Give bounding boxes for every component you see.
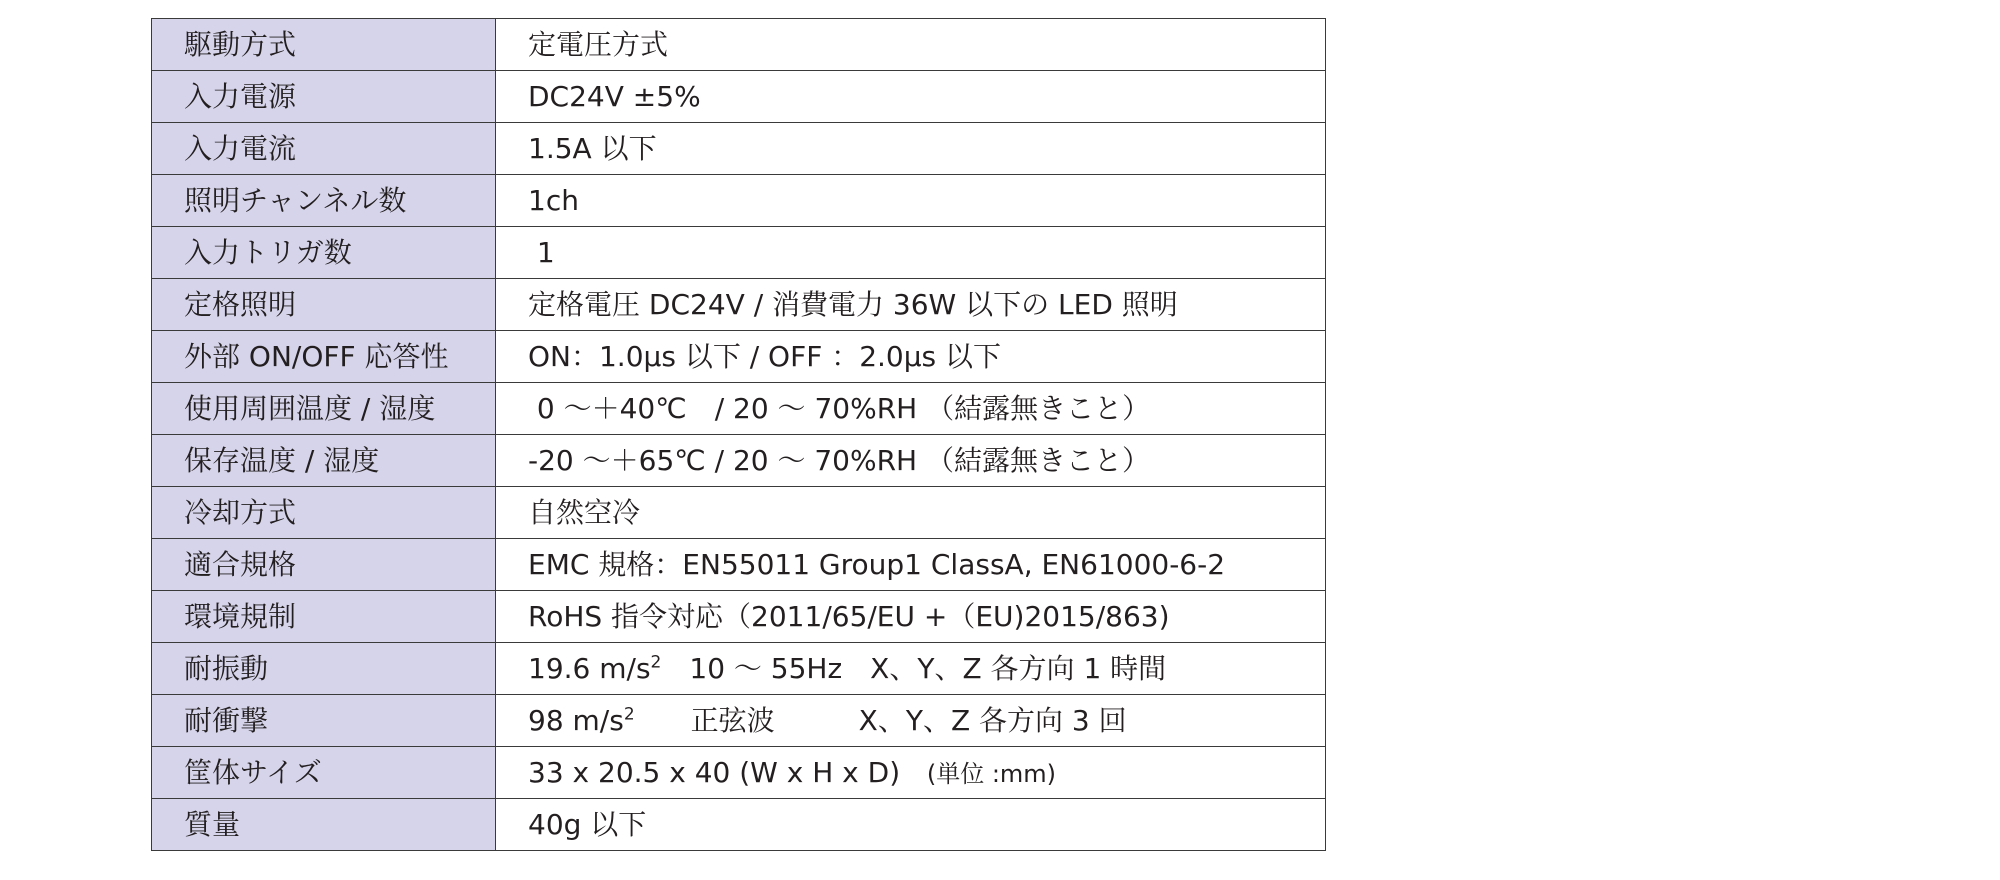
row-value: ON：1.0μs 以下 / OFF ：2.0μs 以下 xyxy=(496,331,1326,383)
table-row xyxy=(152,695,1326,747)
table-row xyxy=(152,227,1326,279)
row-value xyxy=(496,643,1326,695)
row-label: 入力電流 xyxy=(152,123,496,175)
table-row xyxy=(152,539,1326,591)
row-label: 冷却方式 xyxy=(152,487,496,539)
row-value: 40g 以下 xyxy=(496,799,1326,851)
row-value: -20 ～＋65℃ / 20 ～ 70%RH （結露無きこと） xyxy=(496,435,1326,487)
table-row xyxy=(152,71,1326,123)
row-label: 耐振動 xyxy=(152,643,496,695)
row-label: 照明チャンネル数 xyxy=(152,175,496,227)
unit-note: (単位 :mm) xyxy=(926,759,1057,788)
row-value: RoHS 指令対応（2011/65/EU +（EU)2015/863) xyxy=(496,591,1326,643)
row-value xyxy=(496,695,1326,747)
value-rest: 正弦波 X、Y、Z 各方向 3 回 xyxy=(634,703,1127,737)
table-row xyxy=(152,747,1326,799)
table-row xyxy=(152,487,1326,539)
spec-table xyxy=(151,18,1326,851)
row-value: 1 xyxy=(496,227,1326,279)
row-label: 筐体サイズ xyxy=(152,747,496,799)
row-value: 1.5A 以下 xyxy=(496,123,1326,175)
table-row xyxy=(152,435,1326,487)
table-row xyxy=(152,19,1326,71)
row-value: EMC 規格：EN55011 Group1 ClassA, EN61000-6-2 xyxy=(496,539,1326,591)
value-main: 19.6 m/s xyxy=(528,651,651,685)
row-label: 環境規制 xyxy=(152,591,496,643)
table-row xyxy=(152,799,1326,851)
row-label: 外部 ON/OFF 応答性 xyxy=(152,331,496,383)
table-row xyxy=(152,331,1326,383)
row-label: 耐衝撃 xyxy=(152,695,496,747)
row-label: 使用周囲温度 / 湿度 xyxy=(152,383,496,435)
table-row xyxy=(152,279,1326,331)
row-label: 入力電源 xyxy=(152,71,496,123)
row-value: 定電圧方式 xyxy=(496,19,1326,71)
table-row xyxy=(152,383,1326,435)
table-row xyxy=(152,175,1326,227)
row-value: DC24V ±5% xyxy=(496,71,1326,123)
table-row xyxy=(152,643,1326,695)
row-label: 質量 xyxy=(152,799,496,851)
row-value: 1ch xyxy=(496,175,1326,227)
value-main: 98 m/s xyxy=(528,703,624,737)
table-row xyxy=(152,123,1326,175)
value-main: 33 x 20.5 x 40 (W x H x D) xyxy=(528,755,901,789)
row-label: 保存温度 / 湿度 xyxy=(152,435,496,487)
row-value: 定格電圧 DC24V / 消費電力 36W 以下の LED 照明 xyxy=(496,279,1326,331)
superscript: 2 xyxy=(623,704,635,725)
value-rest: 10 ～ 55Hz X、Y、Z 各方向 1 時間 xyxy=(661,651,1167,685)
table-row xyxy=(152,591,1326,643)
row-label: 駆動方式 xyxy=(152,19,496,71)
row-label: 定格照明 xyxy=(152,279,496,331)
row-value: 0 ～＋40℃ / 20 ～ 70%RH （結露無きこと） xyxy=(496,383,1326,435)
row-value: 自然空冷 xyxy=(496,487,1326,539)
row-label: 適合規格 xyxy=(152,539,496,591)
row-label: 入力トリガ数 xyxy=(152,227,496,279)
superscript: 2 xyxy=(650,652,662,673)
row-value xyxy=(496,747,1326,799)
